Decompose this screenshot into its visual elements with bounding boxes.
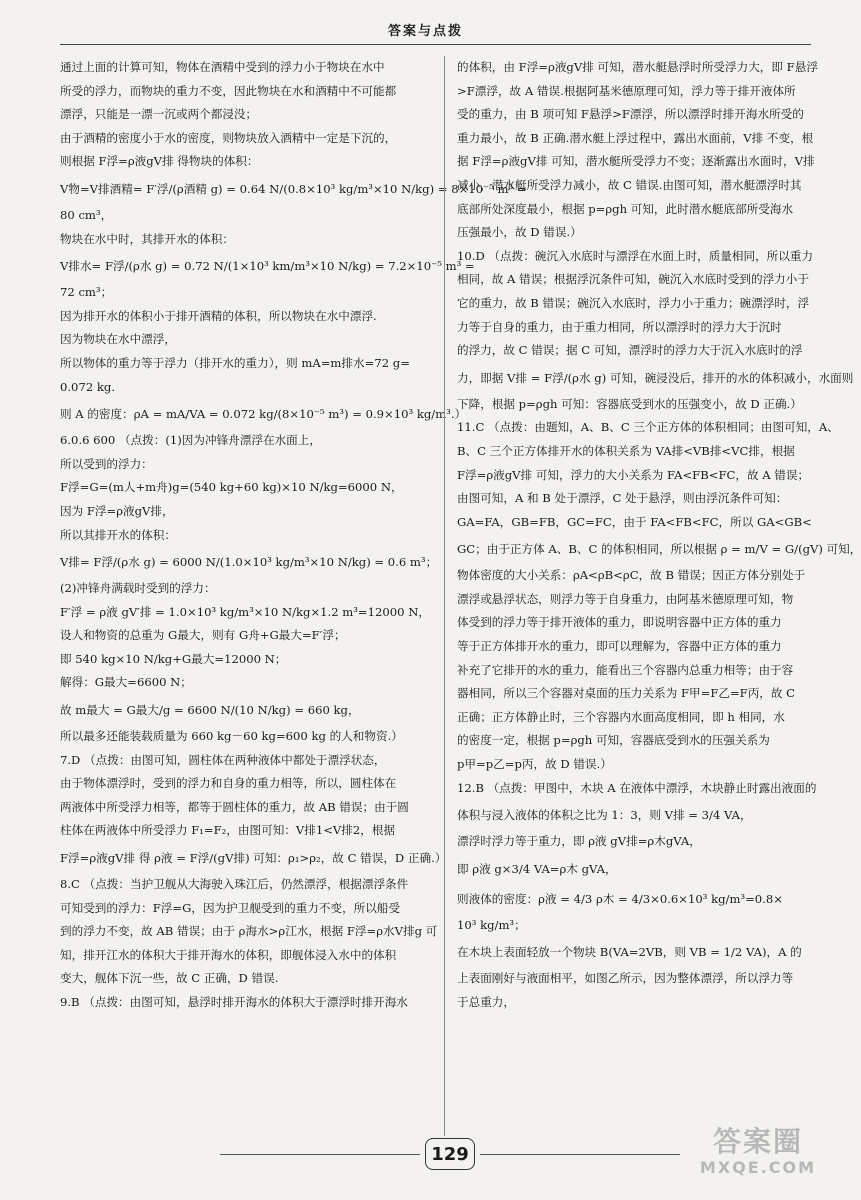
right-text-line: 12.B （点拨：甲图中，木块 A 在液体中漂浮，木块静止时露出液面的 [457, 780, 817, 795]
left-text-line: V排水= F浮/(ρ水 g) = 0.72 N/(1×10³ km/m³×10 N/kg) = 7.2×10⁻⁵ m³ = [60, 259, 475, 274]
left-text-line: (2)冲锋舟满载时受到的浮力： [60, 581, 216, 596]
right-text-line: 下降，根据 p=ρgh 可知：容器底受到水的压强变小，故 D 正确.） [457, 396, 802, 411]
right-column [457, 56, 861, 1015]
right-text-line: 补充了它排开的水的重力，能看出三个容器内总重力相等；由于容 [457, 662, 794, 677]
right-text-line: 受的重力，由 B 项可知 F悬浮>F漂浮，所以漂浮时排开海水所受的 [457, 107, 804, 122]
column-divider [444, 56, 445, 1136]
left-text-line: 物块在水中时，其排开水的体积： [60, 231, 234, 246]
right-text-line: 10³ kg/m³； [457, 917, 526, 932]
left-text-line: 由于物体漂浮时，受到的浮力和自身的重力相等，所以，圆柱体在 [60, 776, 397, 791]
right-text-line: 则液体的密度：ρ液 = 4/3 ρ木 = 4/3×0.6×10³ kg/m³=0.8× [457, 891, 783, 906]
left-text-line: 通过上面的计算可知，物体在酒精中受到的浮力小于物块在水中 [60, 60, 385, 74]
right-text-line: GA=FA，GB=FB，GC=FC，由于 FA<FB<FC，所以 GA<GB< [457, 514, 812, 529]
left-text-line: 即 540 kg×10 N/kg+G最大=12000 N； [60, 651, 287, 666]
left-text-line: 所受的浮力，而物块的重力不变，因此物块在水和酒精中不可能都 [60, 83, 397, 98]
left-text-line: 所以物体的重力等于浮力（排开水的重力），则 mA=m排水=72 g= [60, 355, 410, 370]
left-text-line: 因为 F浮=ρ液gV排， [60, 503, 174, 518]
left-text-line: 故 m最大 = G最大/g = 6600 N/(10 N/kg) = 660 kg， [60, 703, 360, 718]
right-text-line: 上表面刚好与液面相平，如图乙所示，因为整体漂浮，所以浮力等 [457, 971, 794, 986]
left-text-line: V物=V排酒精= F′浮/(ρ酒精 g) = 0.64 N/(0.8×10³ kg/m³×10 N/kg) = 8×10⁻⁵ m³ = [60, 181, 527, 196]
left-text-line: 因为物块在水中漂浮， [60, 332, 176, 347]
left-text-line: V排= F浮/(ρ水 g) = 6000 N/(1.0×10³ kg/m³×10 N/kg) = 0.6 m³； [60, 555, 438, 570]
right-text-line: 体积与浸入液体的体积之比为 1：3，则 V排 = 3/4 VA， [457, 808, 752, 823]
right-text-line: 的体积，由 F浮=ρ液gV排 可知，潜水艇悬浮时所受浮力大，即 F悬浮 [457, 60, 818, 74]
watermark-logo [683, 1126, 833, 1186]
right-text-line: 10.D （点拨：碗沉入水底时与漂浮在水面上时，质量相同，所以重力 [457, 248, 814, 263]
right-text-line: 底部所处深度最小，根据 p=ρgh 可知，此时潜水艇底部所受海水 [457, 201, 794, 216]
page-number: 129 [425, 1138, 475, 1170]
right-text-line: p甲=p乙=p丙，故 D 错误.） [457, 757, 612, 772]
left-text-line: 漂浮，只能是一漂一沉或两个都浸没； [60, 107, 258, 122]
right-text-line: 减小，潜水艇所受浮力减小，故 C 错误.由图可知，潜水艇漂浮时其 [457, 177, 802, 192]
right-text-line: 力，即据 V排 = F浮/(ρ水 g) 可知，碗浸没后，排开的水的体积减小，水面则 [457, 370, 854, 385]
left-text-line: 则 A 的密度：ρA = mA/VA = 0.072 kg/(8×10⁻⁵ m³) = 0.9×10³ kg/m³.） [60, 407, 467, 422]
left-text-line: F浮=G=(m人+m舟)g=(540 kg+60 kg)×10 N/kg=6000 N， [60, 480, 403, 495]
left-text-line: 6.0.6 600 （点拨：(1)因为冲锋舟漂浮在水面上， [60, 433, 321, 448]
right-text-line: GC；由于正方体 A、B、C 的体积相同，所以根据 ρ = m/V = G/(gV) 可知， [457, 542, 861, 557]
left-text-line: 9.B （点拨：由图可知，悬浮时排开海水的体积大于漂浮时排开海水 [60, 995, 408, 1009]
right-text-line: 等于正方体排开水的重力，即可以理解为，容器中正方体的重力 [457, 639, 782, 654]
left-text-line: 则根据 F浮=ρ液gV排 得物块的体积： [60, 154, 259, 169]
right-text-line: 由图可知，A 和 B 处于漂浮，C 处于悬浮，则由浮沉条件可知： [457, 491, 788, 506]
right-text-line: 漂浮或悬浮状态，则浮力等于自身重力，由阿基米德原理可知，物 [457, 591, 794, 606]
left-text-line: 设人和物资的总重为 G最大，则有 G舟+G最大=F′浮； [60, 628, 346, 643]
right-text-line: 在木块上表面轻放一个物块 B(VA=2VB，则 VB = 1/2 VA)，A 的 [457, 945, 802, 960]
right-text-line: B、C 三个正方体排开水的体积关系为 VA排<VB排<VC排，根据 [457, 443, 795, 458]
right-text-line: 的密度一定，根据 p=ρgh 可知，容器底受到水的压强关系为 [457, 733, 770, 748]
right-text-line: 器相同，所以三个容器对桌面的压力关系为 F甲=F乙=F丙，故 C [457, 686, 796, 701]
left-text-line: 8.C （点拨：当护卫舰从大海驶入珠江后，仍然漂浮，根据漂浮条件 [60, 877, 409, 892]
watermark-bottom: MXQE.COM [699, 1158, 817, 1177]
right-text-line: 体受到的浮力等于排开液体的重力，即说明容器中正方体的重力 [457, 615, 782, 630]
right-text-line: >F漂浮，故 A 错误.根据阿基米德原理可知，浮力等于排开液体所 [457, 83, 796, 98]
right-text-line: 漂浮时浮力等于重力，即 ρ液 gV排=ρ木gVA， [457, 834, 701, 849]
left-text-line: 由于酒精的密度小于水的密度，则物块放入酒精中一定是下沉的， [60, 130, 397, 145]
right-text-line: 即 ρ液 g×3/4 VA=ρ木 gVA， [457, 861, 617, 876]
left-text-line: 两液体中所受浮力相等，都等于圆柱体的重力，故 AB 错误；由于圆 [60, 799, 409, 814]
right-text-line: 压强最小，故 D 错误.） [457, 225, 582, 240]
left-text-line: 到的浮力不变，故 AB 错误；由于 ρ海水>ρ江水，根据 F浮=ρ水V排g 可 [60, 924, 438, 939]
left-text-line: 因为排开水的体积小于排开酒精的体积，所以物块在水中漂浮. [60, 308, 377, 323]
left-text-line: 解得：G最大=6600 N； [60, 675, 192, 690]
right-text-line: 重力最小，故 B 正确.潜水艇上浮过程中，露出水面前，V排 不变，根 [457, 130, 814, 145]
left-text-line: 所以其排开水的体积： [60, 527, 176, 542]
left-text-line: 80 cm³， [60, 207, 113, 222]
left-text-line: 知，排开江水的体积大于排开海水的体积，即舰体浸入水中的体积 [60, 947, 397, 962]
left-text-line: F浮=ρ液gV排 得 ρ液 = F浮/(gV排) 可知：ρ₁>ρ₂，故 C 错误，D 正确.） [60, 851, 447, 866]
left-text-line: 变大，舰体下沉一些，故 C 正确，D 错误. [60, 971, 279, 986]
watermark-top: 答案圈 [712, 1125, 803, 1158]
left-text-line: F′浮 = ρ液 gV′排 = 1.0×10³ kg/m³×10 N/kg×1.2 m³=12000 N， [60, 604, 430, 619]
right-text-line: 它的重力，故 B 错误；碗沉入水底时，浮力小于重力；碗漂浮时，浮 [457, 295, 810, 310]
right-text-line: 力等于自身的重力，由于重力相同，所以漂浮时的浮力大于沉时 [457, 319, 782, 334]
right-text-line: 于总重力， [457, 995, 515, 1009]
page-header [0, 0, 851, 46]
right-text-line: F浮=ρ液gV排 可知，浮力的大小关系为 FA<FB<FC，故 A 错误； [457, 467, 810, 482]
right-text-line: 正确；正方体静止时，三个容器内水面高度相同，即 h 相同，水 [457, 709, 785, 724]
header-rule [60, 44, 811, 45]
left-text-line: 所以受到的浮力： [60, 456, 153, 471]
right-text-line: 物体密度的大小关系：ρA<ρB<ρC，故 B 错误；因正方体分别处于 [457, 568, 806, 583]
right-text-line: 11.C （点拨：由题知，A、B、C 三个正方体的体积相同；由图可知，A、 [457, 420, 839, 435]
left-text-line: 72 cm³； [60, 285, 113, 300]
left-text-line: 所以最多还能装载质量为 660 kg－60 kg=600 kg 的人和物资.） [60, 729, 403, 744]
left-text-line: 柱体在两液体中所受浮力 F₁=F₂，由图可知：V排1<V排2，根据 [60, 823, 396, 838]
left-text-line: 0.072 kg. [60, 379, 116, 394]
left-text-line: 7.D （点拨：由图可知，圆柱体在两种液体中都处于漂浮状态， [60, 752, 386, 767]
right-text-line: 据 F浮=ρ液gV排 可知，潜水艇所受浮力不变；逐渐露出水面时，V排 [457, 154, 815, 169]
right-text-line: 相同，故 A 错误；根据浮沉条件可知，碗沉入水底时受到的浮力小于 [457, 272, 809, 287]
left-text-line: 可知受到的浮力：F浮=G，因为护卫舰受到的重力不变，所以船受 [60, 900, 401, 915]
header-title: 答案与点拨 [387, 24, 463, 39]
right-text-line: 的浮力，故 C 错误；据 C 可知，漂浮时的浮力大于沉入水底时的浮 [457, 343, 803, 358]
